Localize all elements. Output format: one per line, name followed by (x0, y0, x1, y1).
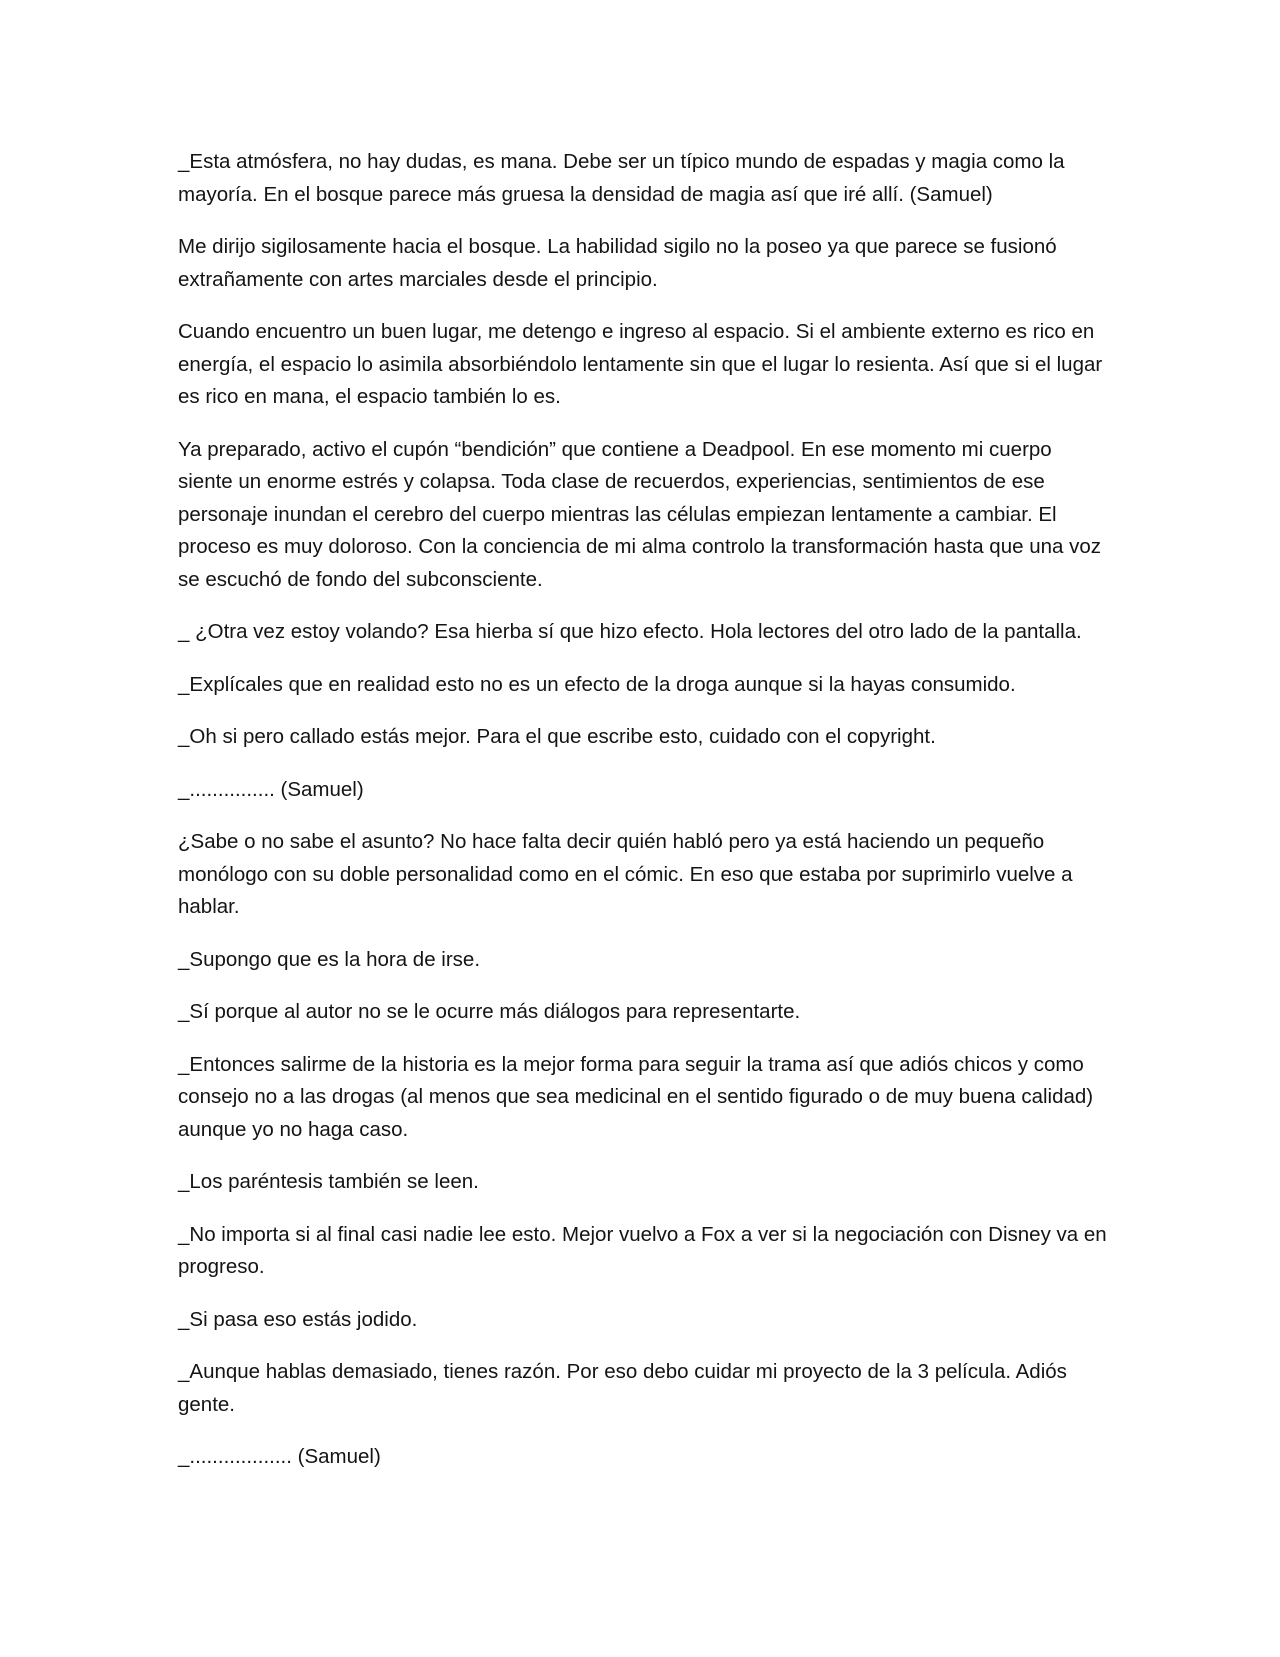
paragraph: _Explícales que en realidad esto no es un efecto de la droga aunque si la hayas consumido. (178, 672, 1016, 696)
paragraph: ¿Sabe o no sabe el asunto? No hace falta decir quién habló pero ya está haciendo un pequeño monólogo con su doble personalidad como en el cómic. En eso que estaba por suprimirlo vuelve a hablar. (178, 830, 1073, 918)
paragraph: Me dirijo sigilosamente hacia el bosque. La habilidad sigilo no la poseo ya que parece se fusionó extrañamente con artes marciales desde el principio. (178, 235, 1057, 291)
document-page (178, 146, 1108, 1494)
paragraph: Cuando encuentro un buen lugar, me detengo e ingreso al espacio. Si el ambiente externo es rico en energía, el espacio lo asimila absorbiéndolo lentamente sin que el lugar lo resienta. Así que si el lugar es rico en mana, el espacio también lo es. (178, 320, 1103, 408)
paragraph: _.................. (Samuel) (178, 1445, 381, 1468)
paragraph: _............... (Samuel) (178, 777, 364, 801)
paragraph: _Aunque hablas demasiado, tienes razón. Por eso debo cuidar mi proyecto de la 3 película. Adiós gente. (178, 1360, 1067, 1416)
paragraph: _Sí porque al autor no se le ocurre más diálogos para representarte. (178, 1000, 801, 1023)
paragraph: _Esta atmósfera, no hay dudas, es mana. Debe ser un típico mundo de espadas y magia como la mayoría. En el bosque parece más gruesa la densidad de magia así que iré allí. (Samuel) (178, 150, 1065, 206)
paragraph: _No importa si al final casi nadie lee esto. Mejor vuelvo a Fox a ver si la negociación con Disney va en progreso. (178, 1222, 1107, 1278)
paragraph: _Si pasa eso estás jodido. (178, 1307, 418, 1331)
paragraph: _Oh si pero callado estás mejor. Para el que escribe esto, cuidado con el copyright. (178, 725, 936, 748)
paragraph: _Supongo que es la hora de irse. (178, 947, 481, 971)
paragraph: _Los paréntesis también se leen. (178, 1170, 479, 1193)
paragraph: _ ¿Otra vez estoy volando? Esa hierba sí que hizo efecto. Hola lectores del otro lado de la pantalla. (178, 620, 1082, 643)
paragraph: Ya preparado, activo el cupón “bendición” que contiene a Deadpool. En ese momento mi cuerpo siente un enorme estrés y colapsa. Toda clase de recuerdos, experiencias, sentimientos de ese personaje inundan el cerebro del cuerpo mientras las células empiezan lentamente a cambiar. El proceso es muy doloroso. Con la conciencia de mi alma controlo la transformación hasta que una voz se escuchó de fondo del subconsciente. (178, 437, 1101, 591)
paragraph: _Entonces salirme de la historia es la mejor forma para seguir la trama así que adiós chicos y como consejo no a las drogas (al menos que sea medicinal en el sentido figurado o de muy buena calidad) aunque yo no haga caso. (178, 1052, 1094, 1141)
